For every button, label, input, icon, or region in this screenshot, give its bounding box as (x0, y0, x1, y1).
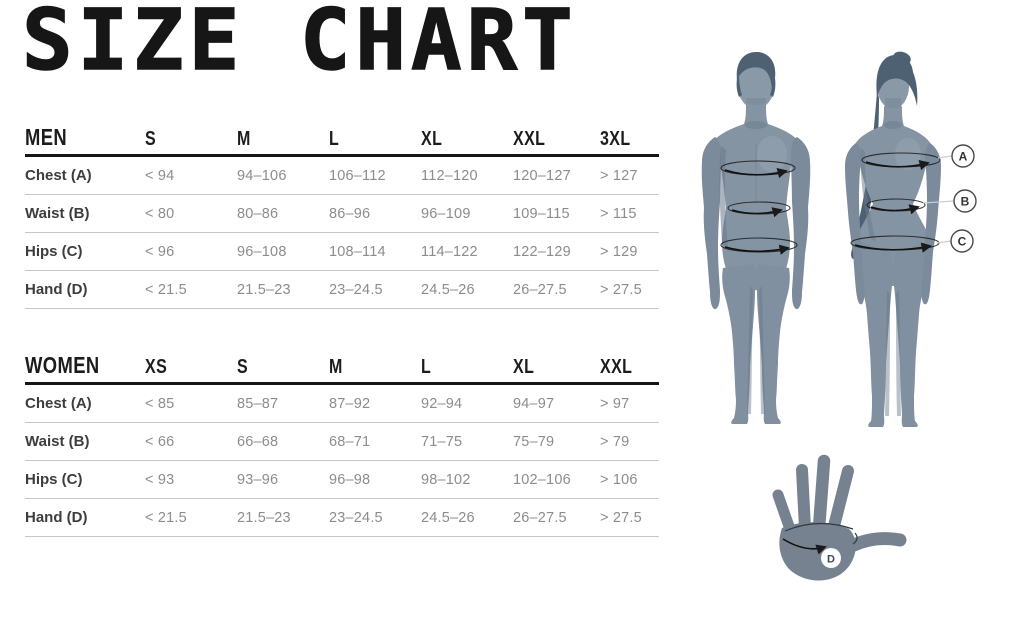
leader-line-a (938, 156, 952, 158)
cell-value: 94–97 (513, 395, 555, 412)
women-col-xs: XS (145, 356, 168, 378)
cell-value: < 66 (145, 433, 175, 450)
cell-value: > 27.5 (600, 281, 642, 298)
cell-value: 112–120 (421, 167, 478, 184)
cell-value: 24.5–26 (421, 509, 475, 526)
row-label: Waist (B) (25, 205, 90, 222)
women-col-xxl: XXL (600, 356, 633, 378)
cell-value: 71–75 (421, 433, 463, 450)
cell-value: 87–92 (329, 395, 371, 412)
men-table-title: MEN (25, 124, 68, 150)
women-row-chest (25, 385, 659, 423)
men-col-xl: XL (421, 128, 443, 150)
row-label: Hips (C) (25, 471, 83, 488)
row-label: Hips (C) (25, 243, 83, 260)
cell-value: 96–98 (329, 471, 371, 488)
cell-value: 96–109 (421, 205, 471, 222)
cell-value: 68–71 (329, 433, 371, 450)
row-label: Chest (A) (25, 167, 92, 184)
cell-value: 66–68 (237, 433, 279, 450)
cell-value: 26–27.5 (513, 281, 567, 298)
cell-value: > 127 (600, 167, 638, 184)
label-b-letter: B (960, 194, 970, 209)
cell-value: 92–94 (421, 395, 463, 412)
men-col-l: L (329, 128, 340, 150)
row-label: Hand (D) (25, 509, 88, 526)
row-label: Hand (D) (25, 281, 88, 298)
cell-value: 23–24.5 (329, 509, 383, 526)
label-d-circle (821, 548, 841, 568)
cell-value: 21.5–23 (237, 281, 291, 298)
women-size-table (25, 352, 659, 537)
men-row-hand (25, 271, 659, 309)
women-row-waist (25, 423, 659, 461)
men-row-chest (25, 157, 659, 195)
cell-value: > 106 (600, 471, 638, 488)
label-d-letter: D (827, 553, 835, 566)
label-c-circle (951, 230, 973, 252)
cell-value: > 27.5 (600, 509, 642, 526)
men-table-header-row (25, 124, 659, 157)
row-label: Chest (A) (25, 395, 92, 412)
cell-value: 109–115 (513, 205, 570, 222)
cell-value: 108–114 (329, 243, 386, 260)
body-measurement-illustration (690, 42, 1024, 442)
cell-value: < 80 (145, 205, 175, 222)
cell-value: 80–86 (237, 205, 279, 222)
men-col-3xl: 3XL (600, 128, 631, 150)
men-col-xxl: XXL (513, 128, 546, 150)
women-col-s: S (237, 356, 249, 378)
label-a-letter: A (958, 149, 968, 164)
page-title: SIZE CHART (22, 0, 578, 89)
label-a-circle (952, 145, 974, 167)
women-col-xl: XL (513, 356, 535, 378)
cell-value: 114–122 (421, 243, 478, 260)
women-col-l: L (421, 356, 432, 378)
cell-value: < 94 (145, 167, 175, 184)
women-table-title: WOMEN (25, 352, 100, 378)
men-row-waist (25, 195, 659, 233)
cell-value: < 21.5 (145, 281, 187, 298)
cell-value: 102–106 (513, 471, 571, 488)
cell-value: 75–79 (513, 433, 555, 450)
cell-value: 26–27.5 (513, 509, 567, 526)
men-col-m: M (237, 128, 251, 150)
cell-value: > 129 (600, 243, 638, 260)
women-row-hips (25, 461, 659, 499)
women-row-hand (25, 499, 659, 537)
hand-palm (779, 522, 855, 580)
female-figure-illustration (845, 50, 941, 427)
cell-value: > 97 (600, 395, 630, 412)
cell-value: 94–106 (237, 167, 287, 184)
cell-value: 86–96 (329, 205, 371, 222)
cell-value: 23–24.5 (329, 281, 383, 298)
cell-value: 122–129 (513, 243, 571, 260)
label-b-circle (954, 190, 976, 212)
cell-value: < 93 (145, 471, 175, 488)
cell-value: 96–108 (237, 243, 287, 260)
hand-measurement-illustration (758, 448, 918, 588)
cell-value: 24.5–26 (421, 281, 475, 298)
row-label: Waist (B) (25, 433, 90, 450)
women-col-m: M (329, 356, 343, 378)
cell-value: > 115 (600, 205, 637, 222)
cell-value: 21.5–23 (237, 509, 291, 526)
cell-value: 93–96 (237, 471, 279, 488)
male-figure-illustration (702, 52, 811, 424)
women-table-header-row (25, 352, 659, 385)
label-c-letter: C (957, 234, 967, 249)
cell-value: < 96 (145, 243, 175, 260)
cell-value: > 79 (600, 433, 630, 450)
men-size-table (25, 124, 659, 309)
cell-value: < 21.5 (145, 509, 187, 526)
men-row-hips (25, 233, 659, 271)
cell-value: 98–102 (421, 471, 471, 488)
cell-value: 85–87 (237, 395, 279, 412)
men-col-s: S (145, 128, 157, 150)
cell-value: 106–112 (329, 167, 386, 184)
cell-value: < 85 (145, 395, 175, 412)
cell-value: 120–127 (513, 167, 571, 184)
